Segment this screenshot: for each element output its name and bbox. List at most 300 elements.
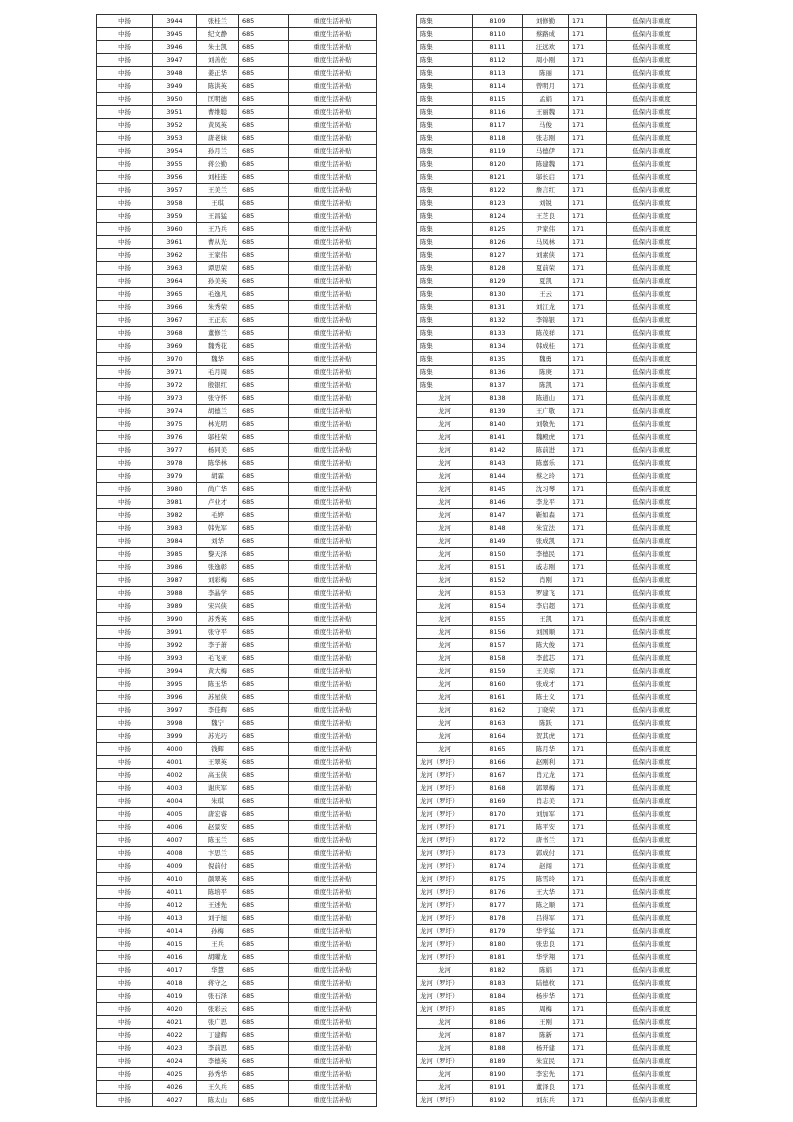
id-cell: 8156 <box>473 626 523 639</box>
town-cell: 中扬 <box>97 821 153 834</box>
name-cell: 朱士凯 <box>197 41 239 54</box>
id-cell: 8161 <box>473 691 523 704</box>
name-cell: 陈前进 <box>523 444 569 457</box>
name-cell: 张广思 <box>197 1016 239 1029</box>
id-cell: 4016 <box>153 951 197 964</box>
town-cell: 龙河（罗圩） <box>417 899 473 912</box>
town-cell: 龙河（罗圩） <box>417 1055 473 1068</box>
category-cell: 重度生活补贴 <box>289 119 377 132</box>
town-cell: 中扬 <box>97 912 153 925</box>
amount-cell: 685 <box>239 574 289 587</box>
amount-cell: 685 <box>239 483 289 496</box>
category-cell: 低保内非重度 <box>607 548 697 561</box>
town-cell: 龙河 <box>417 1042 473 1055</box>
category-cell: 低保内非重度 <box>607 1003 697 1016</box>
amount-cell: 685 <box>239 795 289 808</box>
table-row <box>97 158 377 171</box>
name-cell: 李前思 <box>197 1042 239 1055</box>
town-cell: 陈集 <box>417 340 473 353</box>
name-cell: 李德民 <box>523 548 569 561</box>
town-cell: 中扬 <box>97 262 153 275</box>
amount-cell: 685 <box>239 938 289 951</box>
table-row <box>417 951 697 964</box>
name-cell: 孙梅 <box>197 925 239 938</box>
name-cell: 陈雪玲 <box>523 873 569 886</box>
name-cell: 张守怀 <box>197 392 239 405</box>
amount-cell: 171 <box>569 431 607 444</box>
name-cell: 周梅 <box>523 1003 569 1016</box>
category-cell: 低保内非重度 <box>607 639 697 652</box>
town-cell: 龙河 <box>417 457 473 470</box>
category-cell: 重度生活补贴 <box>289 717 377 730</box>
name-cell: 王广敬 <box>523 405 569 418</box>
id-cell: 8144 <box>473 470 523 483</box>
left-roster-body <box>97 15 377 1107</box>
amount-cell: 171 <box>569 1081 607 1094</box>
amount-cell: 685 <box>239 873 289 886</box>
id-cell: 8163 <box>473 717 523 730</box>
amount-cell: 685 <box>239 353 289 366</box>
category-cell: 重度生活补贴 <box>289 457 377 470</box>
category-cell: 重度生活补贴 <box>289 652 377 665</box>
amount-cell: 685 <box>239 769 289 782</box>
category-cell: 低保内非重度 <box>607 730 697 743</box>
category-cell: 低保内非重度 <box>607 795 697 808</box>
town-cell: 中扬 <box>97 730 153 743</box>
amount-cell: 171 <box>569 1016 607 1029</box>
town-cell: 陈集 <box>417 28 473 41</box>
name-cell: 苏光巧 <box>197 730 239 743</box>
amount-cell: 685 <box>239 1068 289 1081</box>
category-cell: 低保内非重度 <box>607 769 697 782</box>
town-cell: 龙河（罗圩） <box>417 782 473 795</box>
name-cell: 胡曜龙 <box>197 951 239 964</box>
category-cell: 低保内非重度 <box>607 379 697 392</box>
id-cell: 3998 <box>153 717 197 730</box>
category-cell: 低保内非重度 <box>607 106 697 119</box>
name-cell: 刘东兵 <box>523 1094 569 1107</box>
table-row <box>417 1003 697 1016</box>
table-row <box>97 223 377 236</box>
town-cell: 陈集 <box>417 314 473 327</box>
town-cell: 中扬 <box>97 327 153 340</box>
amount-cell: 685 <box>239 535 289 548</box>
id-cell: 8136 <box>473 366 523 379</box>
town-cell: 陈集 <box>417 366 473 379</box>
name-cell: 倪前付 <box>197 860 239 873</box>
town-cell: 龙河 <box>417 548 473 561</box>
category-cell: 低保内非重度 <box>607 678 697 691</box>
amount-cell: 685 <box>239 1042 289 1055</box>
category-cell: 低保内非重度 <box>607 522 697 535</box>
amount-cell: 685 <box>239 210 289 223</box>
amount-cell: 171 <box>569 691 607 704</box>
amount-cell: 171 <box>569 93 607 106</box>
town-cell: 中扬 <box>97 158 153 171</box>
table-row <box>417 652 697 665</box>
name-cell: 林光明 <box>197 418 239 431</box>
table-row <box>97 171 377 184</box>
id-cell: 4001 <box>153 756 197 769</box>
amount-cell: 171 <box>569 860 607 873</box>
id-cell: 4026 <box>153 1081 197 1094</box>
category-cell: 重度生活补贴 <box>289 548 377 561</box>
table-row <box>97 1029 377 1042</box>
amount-cell: 685 <box>239 1016 289 1029</box>
name-cell: 曹维聪 <box>197 106 239 119</box>
town-cell: 中扬 <box>97 1016 153 1029</box>
name-cell: 陈娟 <box>523 964 569 977</box>
table-row <box>97 1042 377 1055</box>
name-cell: 唐书兰 <box>523 834 569 847</box>
table-row <box>417 626 697 639</box>
name-cell: 陈洪英 <box>197 80 239 93</box>
id-cell: 3997 <box>153 704 197 717</box>
table-row <box>417 93 697 106</box>
table-row <box>417 613 697 626</box>
category-cell: 低保内非重度 <box>607 652 697 665</box>
town-cell: 中扬 <box>97 873 153 886</box>
id-cell: 8140 <box>473 418 523 431</box>
table-row <box>97 314 377 327</box>
town-cell: 龙河（罗圩） <box>417 821 473 834</box>
amount-cell: 685 <box>239 41 289 54</box>
category-cell: 低保内非重度 <box>607 418 697 431</box>
amount-cell: 171 <box>569 236 607 249</box>
table-row <box>97 964 377 977</box>
id-cell: 8175 <box>473 873 523 886</box>
town-cell: 中扬 <box>97 548 153 561</box>
amount-cell: 685 <box>239 756 289 769</box>
amount-cell: 171 <box>569 574 607 587</box>
category-cell: 重度生活补贴 <box>289 28 377 41</box>
name-cell: 戚志刚 <box>523 561 569 574</box>
amount-cell: 685 <box>239 665 289 678</box>
id-cell: 3974 <box>153 405 197 418</box>
id-cell: 8131 <box>473 301 523 314</box>
table-row <box>417 847 697 860</box>
town-cell: 龙河（罗圩） <box>417 990 473 1003</box>
table-row <box>417 158 697 171</box>
town-cell: 中扬 <box>97 600 153 613</box>
category-cell: 重度生活补贴 <box>289 444 377 457</box>
table-row <box>417 1055 697 1068</box>
town-cell: 龙河 <box>417 418 473 431</box>
town-cell: 龙河 <box>417 405 473 418</box>
category-cell: 低保内非重度 <box>607 691 697 704</box>
name-cell: 匡明德 <box>197 93 239 106</box>
table-row <box>97 678 377 691</box>
category-cell: 重度生活补贴 <box>289 782 377 795</box>
town-cell: 中扬 <box>97 990 153 1003</box>
town-cell: 中扬 <box>97 249 153 262</box>
town-cell: 龙河 <box>417 1029 473 1042</box>
amount-cell: 171 <box>569 288 607 301</box>
name-cell: 刘彩梅 <box>197 574 239 587</box>
amount-cell: 685 <box>239 249 289 262</box>
amount-cell: 685 <box>239 379 289 392</box>
name-cell: 张石泽 <box>197 990 239 1003</box>
name-cell: 陈玉华 <box>197 678 239 691</box>
id-cell: 4000 <box>153 743 197 756</box>
id-cell: 3986 <box>153 561 197 574</box>
category-cell: 重度生活补贴 <box>289 418 377 431</box>
category-cell: 低保内非重度 <box>607 392 697 405</box>
town-cell: 中扬 <box>97 951 153 964</box>
amount-cell: 171 <box>569 106 607 119</box>
town-cell: 中扬 <box>97 756 153 769</box>
id-cell: 3949 <box>153 80 197 93</box>
category-cell: 低保内非重度 <box>607 860 697 873</box>
amount-cell: 171 <box>569 223 607 236</box>
amount-cell: 685 <box>239 262 289 275</box>
table-row <box>417 145 697 158</box>
id-cell: 8130 <box>473 288 523 301</box>
category-cell: 重度生活补贴 <box>289 15 377 28</box>
town-cell: 中扬 <box>97 28 153 41</box>
id-cell: 8192 <box>473 1094 523 1107</box>
category-cell: 低保内非重度 <box>607 15 697 28</box>
id-cell: 8167 <box>473 769 523 782</box>
town-cell: 中扬 <box>97 496 153 509</box>
category-cell: 重度生活补贴 <box>289 808 377 821</box>
name-cell: 刘善佐 <box>197 54 239 67</box>
amount-cell: 171 <box>569 522 607 535</box>
amount-cell: 171 <box>569 808 607 821</box>
name-cell: 黄大梅 <box>197 665 239 678</box>
id-cell: 3982 <box>153 509 197 522</box>
name-cell: 陈华林 <box>197 457 239 470</box>
category-cell: 重度生活补贴 <box>289 106 377 119</box>
amount-cell: 171 <box>569 561 607 574</box>
name-cell: 吕得军 <box>523 912 569 925</box>
table-row <box>417 600 697 613</box>
id-cell: 8150 <box>473 548 523 561</box>
id-cell: 3969 <box>153 340 197 353</box>
town-cell: 中扬 <box>97 925 153 938</box>
table-row <box>417 522 697 535</box>
category-cell: 重度生活补贴 <box>289 1042 377 1055</box>
amount-cell: 171 <box>569 990 607 1003</box>
category-cell: 重度生活补贴 <box>289 314 377 327</box>
category-cell: 低保内非重度 <box>607 197 697 210</box>
id-cell: 8112 <box>473 54 523 67</box>
town-cell: 陈集 <box>417 288 473 301</box>
town-cell: 中扬 <box>97 782 153 795</box>
town-cell: 陈集 <box>417 275 473 288</box>
town-cell: 中扬 <box>97 106 153 119</box>
town-cell: 龙河（罗圩） <box>417 1094 473 1107</box>
name-cell: 张忠良 <box>523 938 569 951</box>
table-row <box>97 93 377 106</box>
name-cell: 邬桂荣 <box>197 431 239 444</box>
name-cell: 魏华 <box>197 353 239 366</box>
amount-cell: 171 <box>569 665 607 678</box>
category-cell: 重度生活补贴 <box>289 821 377 834</box>
id-cell: 4022 <box>153 1029 197 1042</box>
town-cell: 中扬 <box>97 834 153 847</box>
amount-cell: 685 <box>239 288 289 301</box>
name-cell: 陆德枚 <box>523 977 569 990</box>
table-row <box>97 366 377 379</box>
id-cell: 3977 <box>153 444 197 457</box>
table-row <box>417 418 697 431</box>
town-cell: 中扬 <box>97 1029 153 1042</box>
amount-cell: 171 <box>569 626 607 639</box>
id-cell: 8116 <box>473 106 523 119</box>
town-cell: 陈集 <box>417 327 473 340</box>
town-cell: 龙河 <box>417 431 473 444</box>
amount-cell: 171 <box>569 145 607 158</box>
name-cell: 刘江龙 <box>523 301 569 314</box>
amount-cell: 685 <box>239 340 289 353</box>
id-cell: 8169 <box>473 795 523 808</box>
name-cell: 陈太山 <box>197 1094 239 1107</box>
category-cell: 重度生活补贴 <box>289 860 377 873</box>
amount-cell: 685 <box>239 431 289 444</box>
name-cell: 王昌猛 <box>197 210 239 223</box>
category-cell: 重度生活补贴 <box>289 925 377 938</box>
name-cell: 王兵 <box>197 938 239 951</box>
id-cell: 3996 <box>153 691 197 704</box>
id-cell: 3950 <box>153 93 197 106</box>
id-cell: 3960 <box>153 223 197 236</box>
table-row <box>97 509 377 522</box>
table-row <box>97 1081 377 1094</box>
category-cell: 低保内非重度 <box>607 262 697 275</box>
table-row <box>97 704 377 717</box>
id-cell: 8173 <box>473 847 523 860</box>
table-row <box>97 535 377 548</box>
name-cell: 陈凯 <box>523 379 569 392</box>
amount-cell: 685 <box>239 236 289 249</box>
amount-cell: 171 <box>569 457 607 470</box>
table-row <box>97 925 377 938</box>
town-cell: 中扬 <box>97 691 153 704</box>
table-row <box>97 496 377 509</box>
name-cell: 杨开建 <box>523 1042 569 1055</box>
category-cell: 低保内非重度 <box>607 119 697 132</box>
name-cell: 曹从光 <box>197 236 239 249</box>
id-cell: 8141 <box>473 431 523 444</box>
category-cell: 低保内非重度 <box>607 899 697 912</box>
category-cell: 重度生活补贴 <box>289 132 377 145</box>
name-cell: 王久兵 <box>197 1081 239 1094</box>
id-cell: 4007 <box>153 834 197 847</box>
category-cell: 低保内非重度 <box>607 301 697 314</box>
id-cell: 8122 <box>473 184 523 197</box>
town-cell: 中扬 <box>97 704 153 717</box>
amount-cell: 685 <box>239 652 289 665</box>
table-row <box>417 496 697 509</box>
category-cell: 重度生活补贴 <box>289 1003 377 1016</box>
id-cell: 3995 <box>153 678 197 691</box>
town-cell: 中扬 <box>97 236 153 249</box>
town-cell: 龙河（罗圩） <box>417 925 473 938</box>
category-cell: 低保内非重度 <box>607 834 697 847</box>
category-cell: 重度生活补贴 <box>289 1029 377 1042</box>
name-cell: 刘加军 <box>523 808 569 821</box>
amount-cell: 685 <box>239 496 289 509</box>
town-cell: 陈集 <box>417 379 473 392</box>
id-cell: 3988 <box>153 587 197 600</box>
category-cell: 重度生活补贴 <box>289 1081 377 1094</box>
id-cell: 8157 <box>473 639 523 652</box>
name-cell: 贺其虎 <box>523 730 569 743</box>
amount-cell: 171 <box>569 210 607 223</box>
category-cell: 低保内非重度 <box>607 236 697 249</box>
amount-cell: 171 <box>569 951 607 964</box>
name-cell: 张志刚 <box>523 132 569 145</box>
category-cell: 重度生活补贴 <box>289 834 377 847</box>
town-cell: 中扬 <box>97 392 153 405</box>
name-cell: 王家伟 <box>197 249 239 262</box>
id-cell: 3966 <box>153 301 197 314</box>
table-row <box>97 15 377 28</box>
category-cell: 低保内非重度 <box>607 275 697 288</box>
name-cell: 陈茂祥 <box>523 327 569 340</box>
table-row <box>417 314 697 327</box>
name-cell: 朱琪 <box>197 795 239 808</box>
category-cell: 重度生活补贴 <box>289 574 377 587</box>
id-cell: 8158 <box>473 652 523 665</box>
town-cell: 龙河 <box>417 964 473 977</box>
name-cell: 杨步华 <box>523 990 569 1003</box>
category-cell: 低保内非重度 <box>607 873 697 886</box>
town-cell: 陈集 <box>417 197 473 210</box>
name-cell: 肖志美 <box>523 795 569 808</box>
category-cell: 重度生活补贴 <box>289 678 377 691</box>
table-row <box>417 886 697 899</box>
town-cell: 龙河 <box>417 717 473 730</box>
id-cell: 4024 <box>153 1055 197 1068</box>
table-row <box>97 769 377 782</box>
amount-cell: 171 <box>569 28 607 41</box>
name-cell: 陈平安 <box>523 821 569 834</box>
table-row <box>97 67 377 80</box>
town-cell: 中扬 <box>97 509 153 522</box>
name-cell: 李子萧 <box>197 639 239 652</box>
category-cell: 重度生活补贴 <box>289 288 377 301</box>
town-cell: 中扬 <box>97 340 153 353</box>
id-cell: 4018 <box>153 977 197 990</box>
table-row <box>417 431 697 444</box>
id-cell: 3956 <box>153 171 197 184</box>
town-cell: 中扬 <box>97 899 153 912</box>
category-cell: 低保内非重度 <box>607 67 697 80</box>
id-cell: 3947 <box>153 54 197 67</box>
amount-cell: 171 <box>569 15 607 28</box>
category-cell: 低保内非重度 <box>607 41 697 54</box>
id-cell: 4003 <box>153 782 197 795</box>
town-cell: 陈集 <box>417 67 473 80</box>
name-cell: 王正东 <box>197 314 239 327</box>
table-row <box>417 1081 697 1094</box>
name-cell: 王芝良 <box>523 210 569 223</box>
amount-cell: 685 <box>239 93 289 106</box>
category-cell: 重度生活补贴 <box>289 795 377 808</box>
name-cell: 朱宜法 <box>523 522 569 535</box>
town-cell: 中扬 <box>97 41 153 54</box>
amount-cell: 685 <box>239 847 289 860</box>
category-cell: 重度生活补贴 <box>289 236 377 249</box>
amount-cell: 685 <box>239 678 289 691</box>
id-cell: 8174 <box>473 860 523 873</box>
town-cell: 中扬 <box>97 587 153 600</box>
table-row <box>417 990 697 1003</box>
table-row <box>417 1016 697 1029</box>
id-cell: 4019 <box>153 990 197 1003</box>
